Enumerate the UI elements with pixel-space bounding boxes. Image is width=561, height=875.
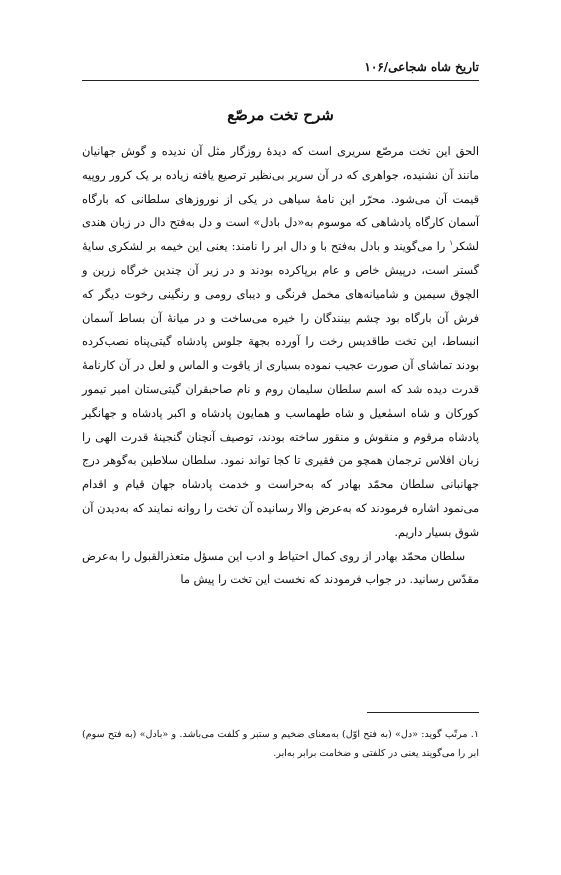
paragraph-1-part-1: الحق این تخت مرصّع سریری است که دیدهٔ روزگار مثل آن ندیده و گوش جهانیان مانند آن نشنیده، جواهری که در آن سریر بی‌نظیر ترصیع یافته زیاده بر یک کرور روپیه قیمت آن می‌شود. محرّر این نامهٔ سیاهی در یکی از نوروزهای سلطانی که بارگاه آسمان کارگاه پادشاهی که موسوم به«دل بادل» است و دل به‌فتح دال در زبان هندی لشکر bbox=[82, 145, 479, 254]
footnote-marker: ۱ bbox=[449, 239, 453, 248]
paragraph-2: سلطان محمّد بهادر از روی کمال احتیاط و ادب این مسؤل متعذرالقبول را به‌عرض مقدّس رسانید. در جواب فرمودند که نخست این تخت را پیش ما bbox=[82, 549, 479, 587]
running-title: تاریخ شاه شجاعی/۱۰۶ bbox=[364, 60, 479, 74]
footnote: ۱. مرتّب گوید: «دل» (به فتح اوّل) به‌معنای ضخیم و ستبر و کلفت می‌باشد. و «بادل» (به فتح سوم) ابر را می‌گویند یعنی در کلفتی و ضخامت برابر به‌ابر. bbox=[82, 729, 479, 759]
body-text bbox=[82, 140, 479, 592]
paragraph-1 bbox=[82, 140, 479, 545]
paragraph-1-part-2: را می‌گویند و بادل به‌فتح با و دال ابر را نامند: یعنی این خیمه بر لشکری سایهٔ گستر است، درپیش خاص و عام برپاکرده بودند و در زیر آن چندین خرگاه زرین و الچوق سیمین و شامیانه‌های مخمل فرنگی و دیبای رومی و رنگینی رخوت دیگر که فرش آن بارگاه بود چشم بینندگان را خیره می‌ساخت و در میانهٔ آن بساط آسمان انبساط، این تخت طاقدیس رخت را آورده بجهة جلوس پادشاه گیتی‌پناه نصب‌کرده بودند تماشای آن صورت عجیب نموده بسیاری از یاقوت و الماس و لعل در آن کارنامهٔ قدرت دیده شد که اسم سلطان سلیمان روم و نام صاحبقران گیتی‌ستان امیر تیمور کورکان و شاه اسمٰعیل و شاه طهماسب و همایون پادشاه و اکبر پادشاه و جهانگیر پادشاه مرقوم و منقوش و منقور ساخته بودند، توصیف آنچنان گنجینهٔ قدرت الهی را زبان افلاس ترجمان همچو من فقیری تا کجا تواند نمود. سلطان سلاطین به‌گوهر درج جهانبانی سلطان محمّد بهادر که به‌حراست و خدمت پادشاه جهان قیام و اقدام می‌نمود اشاره فرمودند که به‌عرض والا رسانیده آن تخت را روانه نمایند که به‌دیدن آن شوق بسیار داریم. bbox=[82, 240, 479, 539]
section-title: شرح تخت مرصّع bbox=[227, 106, 334, 124]
header-rule bbox=[82, 80, 479, 81]
footnote-rule bbox=[367, 712, 479, 713]
